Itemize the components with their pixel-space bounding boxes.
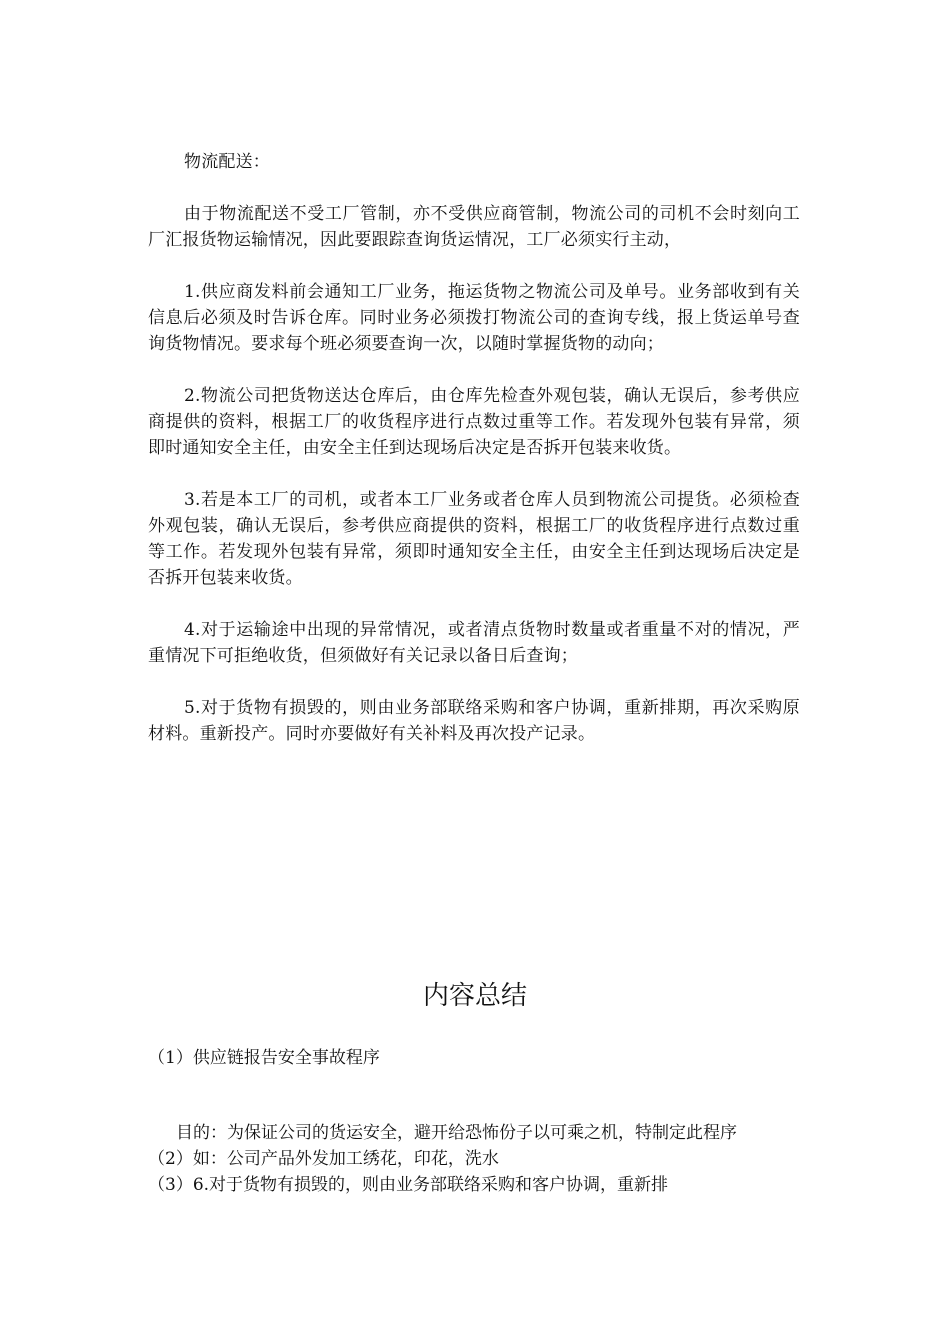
summary-title: 内容总结 bbox=[422, 981, 527, 1011]
paragraph-step-3: 3.若是本工厂的司机，或者本工厂业务或者仓库人员到物流公司提货。必须检查外观包装，确认无误后，参考供应商提供的资料，根据工厂的收货程序进行点数过重等工作。若发现外包装有异常，须即时通知安全主任，由安全主任到达现场后决定是否拆开包装来收货。 bbox=[148, 490, 800, 588]
summary-item-1: （1）供应链报告安全事故程序 bbox=[148, 1048, 380, 1068]
paragraph-intro: 由于物流配送不受工厂管制，亦不受供应商管制，物流公司的司机不会时刻向工厂汇报货物运输情况，因此要跟踪查询货运情况，工厂必须实行主动， bbox=[148, 204, 800, 250]
paragraph-step-4: 4.对于运输途中出现的异常情况，或者清点货物时数量或者重量不对的情况，严重情况下可拒绝收货，但须做好有关记录以备日后查询； bbox=[148, 620, 800, 666]
paragraph-step-5: 5.对于货物有损毁的，则由业务部联络采购和客户协调，重新排期，再次采购原材料。重新投产。同时亦要做好有关补料及再次投产记录。 bbox=[148, 698, 800, 744]
logistics-section bbox=[148, 149, 800, 773]
summary-purpose: 目的：为保证公司的货运安全，避开给恐怖份子以可乘之机，特制定此程序 bbox=[176, 1123, 737, 1143]
paragraph-step-1: 1.供应商发料前会通知工厂业务，拖运货物之物流公司及单号。业务部收到有关信息后必须及时告诉仓库。同时业务必须拨打物流公司的查询专线，报上货运单号查询货物情况。要求每个班必须要查询一次，以随时掌握货物的动向； bbox=[148, 282, 800, 354]
summary-item-2: （2）如：公司产品外发加工绣花，印花，洗水 bbox=[148, 1149, 499, 1169]
summary-item-3: （3）6.对于货物有损毁的，则由业务部联络采购和客户协调，重新排 bbox=[148, 1175, 669, 1195]
section-label: 物流配送： bbox=[184, 152, 270, 172]
paragraph-step-2: 2.物流公司把货物送达仓库后，由仓库先检查外观包装，确认无误后，参考供应商提供的资料，根据工厂的收货程序进行点数过重等工作。若发现外包装有异常，须即时通知安全主任，由安全主任到达现场后决定是否拆开包装来收货。 bbox=[148, 386, 800, 458]
summary-item-1-block bbox=[148, 1045, 800, 1071]
summary-details bbox=[148, 1120, 800, 1198]
